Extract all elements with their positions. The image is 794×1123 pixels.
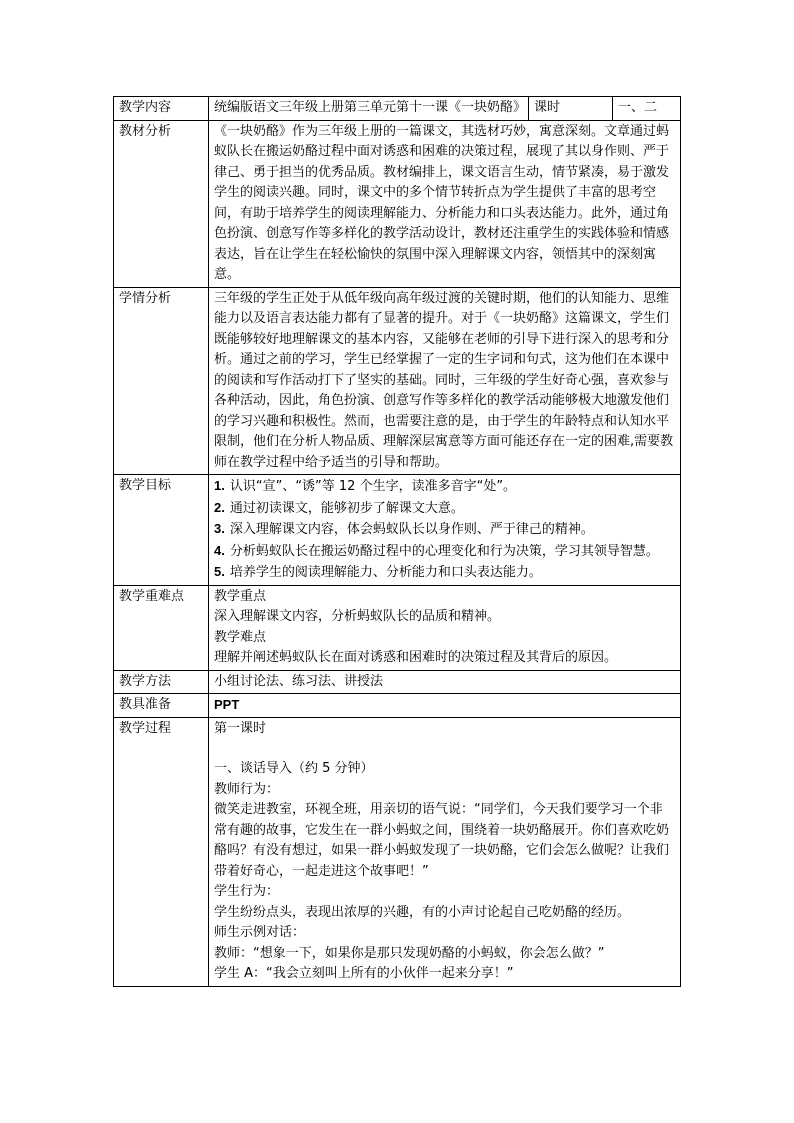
row-tools: [114, 694, 681, 718]
goal-number: 2.: [214, 499, 225, 515]
label-students: 学情分析: [114, 287, 209, 475]
student-action-text: 学生纷纷点头，表现出浓厚的兴趣，有的小声讨论起自己吃奶酪的经历。: [214, 904, 631, 920]
row-textbook: [114, 120, 681, 287]
label-methods: 教学方法: [114, 670, 209, 694]
focus-text: 深入理解课文内容，分析蚂蚁队长的品质和精神。: [214, 609, 501, 624]
value-methods: 小组讨论法、练习法、讲授法: [209, 670, 681, 694]
lesson-plan-table: [113, 96, 681, 987]
value-content: 统编版语文三年级上册第三单元第十一课《一块奶酪》: [209, 97, 529, 121]
value-students: 三年级的学生正处于从低年级向高年级过渡的关键时期，他们的认知能力、思维能力以及语言表达能力都有了显著的提升。对于《一块奶酪》这篇课文，学生们既能够较好地理解课文的基本内容，又能够在老师的引导下进行深入的思考和分析。通过之前的学习，学生已经掌握了一定的生字词和句式，这为他们在本课中的阅读和写作活动打下了坚实的基础。同时，三年级的学生好奇心强，喜欢参与各种活动，因此，角色扮演、创意写作等多样化的教学活动能够极大地激发他们的学习兴趣和积极性。然而，也需要注意的是，由于学生的年龄特点和认知水平限制，他们在分析人物品质、理解深层寓意等方面可能还存在一定的困难,需要教师在教学过程中给予适当的引导和帮助。: [209, 287, 681, 475]
keypoints-content: [209, 585, 681, 670]
goal-number: 3.: [214, 521, 225, 536]
goal-text: 培养学生的阅读理解能力、分析能力和口头表达能力。: [229, 565, 542, 580]
row-students: [114, 287, 681, 475]
goal-text: 认识“宣”、“诱”等 12 个生字，读准多音字“处”。: [229, 479, 517, 494]
section-title: 一、谈话导入（约 5 分钟）: [214, 761, 374, 776]
row-methods: [114, 670, 681, 694]
difficulty-title: 教学难点: [214, 629, 267, 645]
row-goals: [114, 475, 681, 586]
focus-title: 教学重点: [214, 588, 267, 604]
dialogue-student: [214, 964, 674, 985]
goal-item: [214, 498, 674, 520]
row-process: [114, 717, 681, 986]
label-process: 教学过程: [114, 717, 209, 986]
value-textbook: 《一块奶酪》作为三年级上册的一篇课文，其选材巧妙，寓意深刻。文章通过蚂蚁队长在搬运奶酪过程中面对诱惑和困难的决策过程，展现了其以身作则、严于律己、勇于担当的优秀品质。教材编排上，课文语言生动，情节紧凑，易于激发学生的阅读兴趣。同时，课文中的多个情节转折点为学生提供了丰富的思考空间，有助于培养学生的阅读理解能力、分析能力和口头表达能力。此外，通过角色扮演、创意写作等多样化的教学活动设计，教材还注重学生的实践体验和情感表达，旨在让学生在轻松愉快的氛围中深入理解课文内容，领悟其中的深刻寓意。: [209, 120, 681, 287]
teacher-action-label: 教师行为：: [214, 781, 280, 797]
label-goals: 教学目标: [114, 475, 209, 586]
dialogue-student-text: “我会立刻叫上所有的小伙伴一起来分享！”: [266, 966, 514, 981]
goal-item: [214, 541, 674, 563]
goal-number: 5.: [214, 564, 225, 579]
label-content: 教学内容: [114, 97, 209, 121]
goal-item: [214, 562, 674, 584]
goal-text: 通过初读课文，能够初步了解课文大意。: [229, 500, 464, 516]
goal-number: 4.: [214, 542, 225, 558]
goal-item: [214, 519, 674, 541]
value-tools: PPT: [209, 694, 681, 718]
value-hours: 一、二: [613, 97, 681, 121]
goal-text: 分析蚂蚁队长在搬运奶酪过程中的心理变化和行为决策，学习其领导智慧。: [229, 543, 659, 559]
goal-text: 深入理解课文内容，体会蚂蚁队长以身作则、严于律己的精神。: [229, 522, 594, 537]
teacher-action-text: 微笑走进教室，环视全班，用亲切的语气说：“同学们，今天我们要学习一个非常有趣的故事，它发生在一群小蚂蚁之间，围绕着一块奶酪展开。你们喜欢吃奶酪吗？有没有想过，如果一群小蚂蚁发现了一块奶酪，它们会怎么做呢？让我们带着好奇心，一起走进这个故事吧！”: [214, 802, 670, 879]
label-keypoints: 教学重难点: [114, 585, 209, 670]
row-keypoints: [114, 585, 681, 670]
label-textbook: 教材分析: [114, 120, 209, 287]
period-title: 第一课时: [214, 720, 267, 736]
goal-number: 1.: [214, 478, 225, 493]
row-content: [114, 97, 681, 121]
student-action-label: 学生行为：: [214, 884, 280, 899]
dialogue-teacher: 教师：“想象一下，如果你是那只发现奶酪的小蚂蚁，你会怎么做？”: [214, 945, 605, 961]
dialogue-label: 师生示例对话：: [214, 925, 306, 940]
goal-item: [214, 476, 674, 498]
dialogue-student-prefix: 学生 A：: [214, 966, 267, 981]
process-content: [209, 717, 681, 986]
label-tools: 教具准备: [114, 694, 209, 718]
goals-list: [209, 475, 681, 586]
difficulty-text: 理解并阐述蚂蚁队长在面对诱惑和困难时的决策过程及其背后的原因。: [214, 650, 618, 665]
blank-line: [214, 739, 674, 759]
label-hours: 课时: [529, 97, 613, 121]
